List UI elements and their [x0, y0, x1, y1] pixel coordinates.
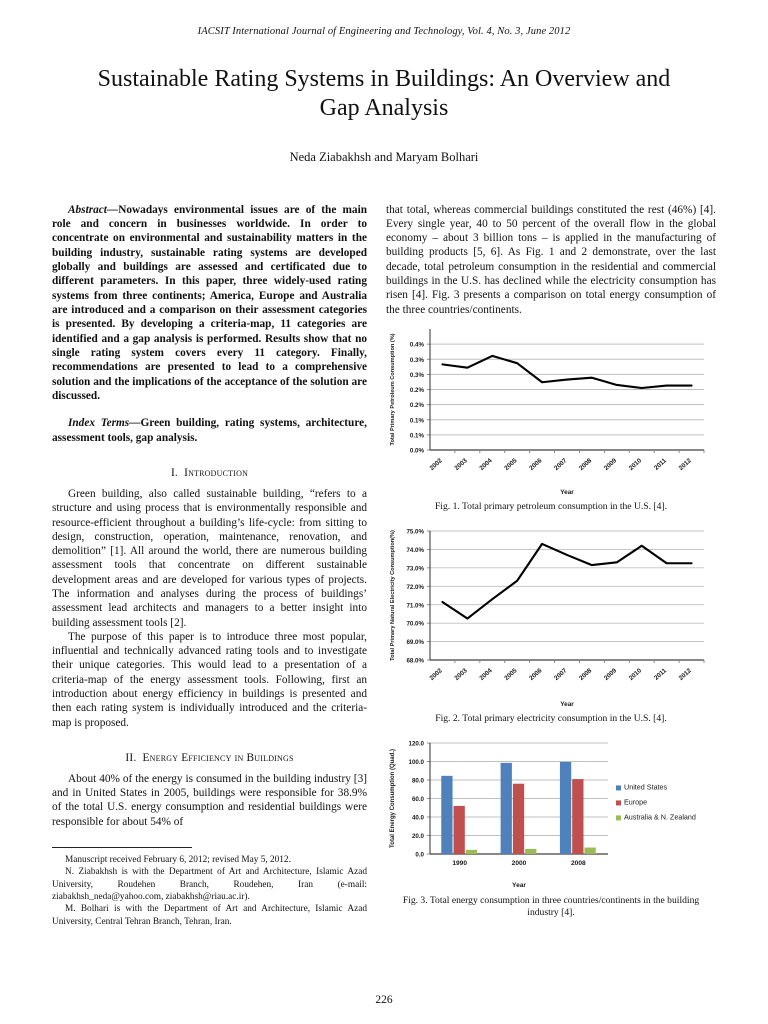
svg-text:Europe: Europe — [624, 797, 648, 807]
author-list: Neda Ziabakhsh and Maryam Bolhari — [289, 149, 479, 164]
figure-1 — [386, 321, 716, 513]
svg-text:72.0%: 72.0% — [406, 583, 424, 591]
svg-text:68.0%: 68.0% — [406, 657, 424, 665]
svg-text:0.0: 0.0 — [415, 851, 424, 859]
svg-text:2008: 2008 — [577, 457, 594, 472]
svg-text:0.3%: 0.3% — [409, 371, 424, 379]
fig2-chart — [386, 523, 716, 708]
footnote-block — [52, 854, 367, 928]
svg-text:40.0: 40.0 — [411, 814, 424, 822]
paragraph-intro-2: The purpose of this paper is to introduce three most popular, influential and technically advanced rating tools and to investigate their unique categories. This would lead to a presentation of a criteria-map of the energy assessment tools. Following, first an introduction about energy efficiency in buildings is presented and then each rating system is individually introduced and the criteria-map is proposed. — [52, 630, 367, 729]
page-title: Sustainable Rating Systems in Buildings: An Overview and Gap Analysis — [97, 66, 671, 122]
svg-text:Total Primary Natural Electric: Total Primary Natural Electricity Consumption(%) — [390, 529, 396, 661]
svg-text:60.0: 60.0 — [411, 796, 424, 804]
svg-text:2009: 2009 — [602, 667, 619, 682]
paragraph-intro-1: Green building, also called sustainable building, “refers to a structure and using process that is environmentally responsible and resource-efficient throughout a building’s life-cycle: from sitting to design, construction, operation, maintenance, renovation, and demolition” [1]. All around the world, there are numerous building assessment tools that concentrate on different sustainable development areas and are developed for various types of projects. The information and analyses during the process of buildings’ assessment lead architects and managers to a better insight into building assessment tools [2]. — [52, 488, 367, 629]
svg-text:2002: 2002 — [428, 457, 444, 472]
svg-text:0.0%: 0.0% — [409, 447, 424, 455]
svg-text:Total Energy Consumption (Quad: Total Energy Consumption (Quad.) — [390, 748, 396, 848]
fig3-svg — [386, 735, 716, 890]
svg-text:2008: 2008 — [570, 859, 586, 867]
svg-text:75.0%: 75.0% — [406, 528, 424, 536]
svg-text:2000: 2000 — [511, 859, 527, 867]
svg-text:0.2%: 0.2% — [409, 402, 424, 410]
index-terms-lead: Index Terms— — [68, 417, 141, 430]
abstract-paragraph — [52, 203, 367, 404]
footnote-manuscript-dates: Manuscript received February 6, 2012; revised May 5, 2012. — [65, 854, 291, 865]
paragraph-energy-1: About 40% of the energy is consumed in the building industry [3] and in United States in 2005, buildings were responsible for 38.9% of the total U.S. energy consumption and residential buildings were responsible for about 54% of — [52, 772, 367, 828]
svg-text:2002: 2002 — [428, 667, 444, 682]
fig1-svg — [386, 321, 716, 496]
index-terms-paragraph — [52, 416, 367, 445]
section-number: II. — [125, 751, 137, 764]
svg-text:2006: 2006 — [528, 667, 544, 682]
svg-text:69.0%: 69.0% — [406, 639, 424, 647]
svg-text:73.0%: 73.0% — [406, 565, 424, 573]
page-number: 226 — [375, 994, 393, 1006]
section-heading-introduction — [52, 467, 367, 479]
svg-text:0.3%: 0.3% — [409, 356, 424, 364]
svg-text:20.0: 20.0 — [411, 833, 424, 841]
svg-text:100.0: 100.0 — [408, 759, 424, 767]
svg-text:1990: 1990 — [452, 859, 468, 867]
svg-text:0.4%: 0.4% — [409, 341, 424, 349]
section-title: Energy Efficiency in Buildings — [142, 751, 294, 764]
svg-text:Year: Year — [560, 700, 574, 708]
fig2-svg — [386, 523, 716, 708]
abstract-text: Nowadays environmental issues are of the main role and concern in businesses worldwide. In order to concentrate on environmental and sustainability matters in the building industry, sustainable rating systems are developed globally and buildings are assessed and certificated due to different parameters. In this paper, three widely-used rating systems from three continents; America, Europe and Australia are introduced and a comparison on their assessment categories is presented. By developing a criteria-map, 11 categories are identified and a gap analysis is performed. Results show that no single rating system covers every 11 category. Finally, recommendations are presented to lead to a comprehensive solution and the implications of the acceptance of the solution are discussed. — [52, 203, 367, 402]
fig3-chart — [386, 735, 716, 890]
svg-text:2010: 2010 — [627, 457, 644, 472]
right-column — [386, 203, 716, 929]
footnote-author-1-affiliation: N. Ziabakhsh is with the Department of Art and Architecture, Islamic Azad University, Roudehen Branch, Roudehen, Iran (e-mail: ziabakhsh_neda@yahoo.com, ziabakhsh@riau.ac.ir). — [52, 867, 367, 903]
footnote-divider — [52, 847, 192, 848]
svg-text:2011: 2011 — [652, 667, 668, 682]
svg-text:2004: 2004 — [478, 457, 494, 472]
svg-text:2007: 2007 — [553, 457, 569, 472]
svg-text:Year: Year — [512, 881, 526, 889]
svg-text:2005: 2005 — [503, 457, 519, 472]
section-title: Introduction — [184, 467, 249, 480]
svg-text:2003: 2003 — [453, 457, 469, 472]
running-head: IACSIT International Journal of Engineering and Technology, Vol. 4, No. 3, June 2012 — [197, 26, 571, 37]
svg-text:2006: 2006 — [528, 457, 544, 472]
svg-text:2008: 2008 — [577, 667, 594, 682]
svg-text:70.0%: 70.0% — [406, 620, 424, 628]
section-number: I. — [170, 467, 178, 480]
svg-text:74.0%: 74.0% — [406, 546, 424, 554]
figure-2-caption: Fig. 2. Total primary electricity consumption in the U.S. [4]. — [435, 712, 667, 724]
svg-text:2005: 2005 — [503, 667, 519, 682]
svg-text:0.2%: 0.2% — [409, 386, 424, 394]
svg-text:2009: 2009 — [602, 457, 619, 472]
svg-text:2004: 2004 — [478, 667, 494, 682]
svg-text:United States: United States — [624, 782, 668, 792]
svg-text:2012: 2012 — [677, 457, 693, 472]
index-terms-text: Green building, rating systems, architecture, assessment tools, gap analysis. — [52, 417, 367, 444]
svg-text:80.0: 80.0 — [411, 777, 424, 785]
svg-text:Total Primary Petroleum Consum: Total Primary Petroleum Consumption (%) — [390, 333, 396, 446]
svg-text:2011: 2011 — [652, 457, 668, 472]
figure-2 — [386, 523, 716, 725]
figure-3 — [386, 735, 716, 919]
svg-text:0.1%: 0.1% — [409, 432, 424, 440]
svg-text:2003: 2003 — [453, 667, 469, 682]
section-heading-energy-efficiency — [52, 752, 367, 764]
two-column-body — [52, 203, 716, 929]
svg-text:2010: 2010 — [627, 667, 644, 682]
fig1-chart — [386, 321, 716, 496]
figure-1-caption: Fig. 1. Total primary petroleum consumption in the U.S. [4]. — [434, 500, 668, 512]
footnote-author-2-affiliation: M. Bolhari is with the Department of Art and Architecture, Islamic Azad University, Central Tehran Branch, Tehran, Iran. — [52, 904, 367, 927]
svg-text:Australia & N. Zealand: Australia & N. Zealand — [624, 812, 696, 822]
svg-text:2012: 2012 — [677, 667, 693, 682]
left-column — [52, 203, 367, 929]
figure-3-caption: Fig. 3. Total energy consumption in three countries/continents in the building industry [4]. — [402, 894, 700, 919]
svg-text:2007: 2007 — [553, 667, 569, 682]
svg-text:71.0%: 71.0% — [406, 602, 424, 610]
abstract-lead: Abstract— — [68, 203, 119, 216]
paragraph-right-1: that total, whereas commercial buildings constituted the rest (46%) [4]. Every single year, 40 to 50 percent of the overall flow in the global economy – about 3 billion tons – is applied in the manufacturing of building products [5, 6]. As Fig. 1 and 2 demonstrate, over the last decade, total petroleum consumption in the residential and commercial buildings in the U.S. has declined while the electricity consumption has risen [4]. Fig. 3 presents a comparison on total energy consumption of the three countries/continents. — [386, 203, 716, 316]
svg-text:120.0: 120.0 — [408, 740, 424, 748]
svg-text:Year: Year — [560, 488, 574, 496]
svg-text:0.1%: 0.1% — [409, 417, 424, 425]
